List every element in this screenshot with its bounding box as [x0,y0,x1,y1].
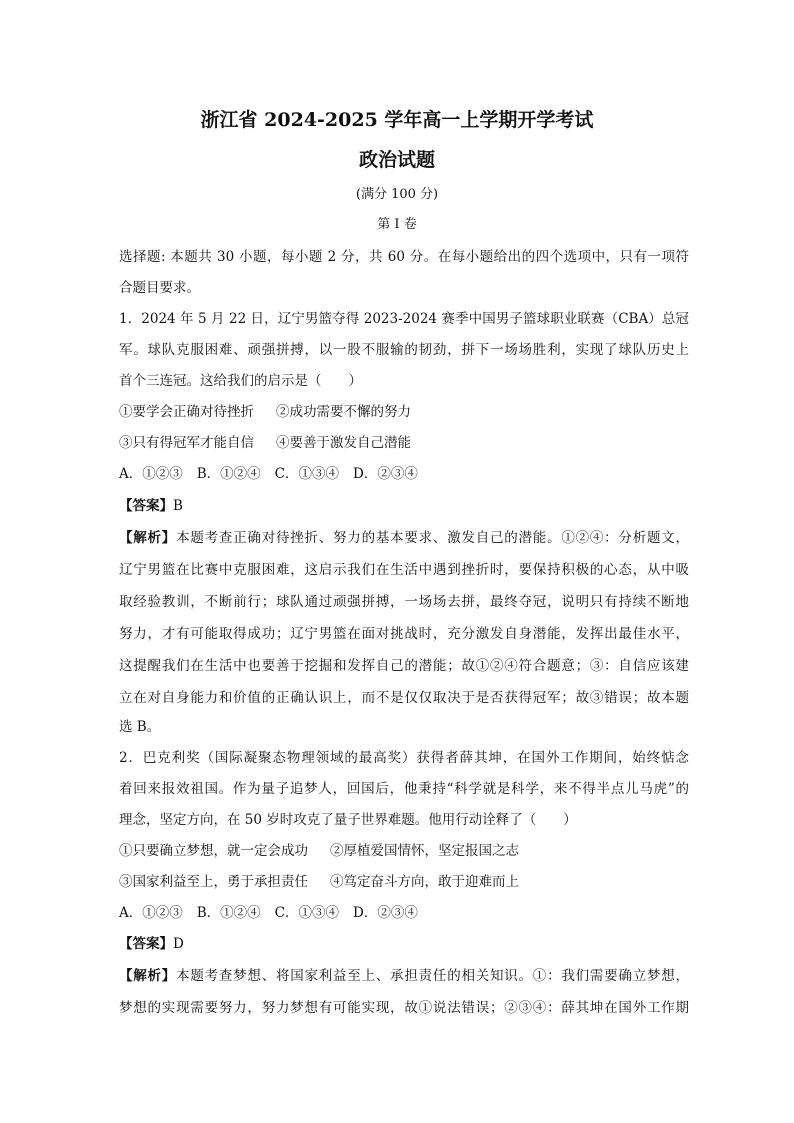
choice-c: C．①③④ [274,905,340,921]
exam-subtitle: 政治试题 [358,149,435,171]
answer-tag: 【答案】 [119,936,173,952]
analysis-line: 取经验教训，不断前行；球队通过顽强拼搏，一场场去拼，最终夺冠，说明只有持续不断地 [119,594,689,610]
answer-line [119,934,689,954]
choice-row [119,464,689,484]
answer-value: B [173,498,183,514]
option-item: ②成功需要不懈的努力 [276,404,411,420]
analysis-line: 辽宁男篮在比赛中克服困难，这启示我们在生活中遇到挫折时，要保持积极的心态，从中吸 [119,562,689,578]
analysis-tag: 【解析】 [119,530,177,546]
answer-line [119,496,689,516]
choice-b: B．①②④ [196,905,261,921]
analysis-line: 选 B。 [119,719,161,735]
analysis-line: 立在对自身能力和价值的正确认识上，而不是仅仅取决于是否获得冠军；故③错误；故本题 [119,690,689,706]
choice-d: D．②③④ [353,905,418,921]
option-item: ④笃定奋斗方向，敢于迎难而上 [330,874,519,890]
option-item: ④要善于激发自己潜能 [276,435,411,451]
choice-b: B．①②④ [196,466,261,482]
analysis-line: 【解析】本题考查梦想、将国家利益至上、承担责任的相关知识。①：我们需要确立梦想， [119,968,690,984]
option-item: ①要学会正确对待挫折 [119,404,254,420]
analysis-line: 努力，才有可能取得成功；辽宁男篮在面对挑战时，充分激发自身潜能，发挥出最佳水平， [119,626,689,642]
answer-tag: 【答案】 [119,498,173,514]
exam-title: 浙江省 2024-2025 学年高一上学期开学考试 [200,109,594,131]
score-note: (满分 100 分) [355,187,439,202]
option-item: ②厚植爱国情怀，坚定报国之志 [330,843,519,859]
option-row [119,433,689,453]
option-item: ③国家利益至上，勇于承担责任 [119,874,308,890]
analysis-line: 这提醒我们在生活中也要善于挖掘和发挥自己的潜能；故①②④符合题意；③：自信应该建 [119,658,689,674]
choice-row [119,903,689,923]
question-stem-line: 2．巴克利奖（国际凝聚态物理领域的最高奖）获得者薛其坤，在国外工作期间，始终惦念 [119,750,689,766]
question-stem-line: 理念，坚定方向，在 50 岁时攻克了量子世界难题。他用行动诠释了（ ） [119,812,577,828]
option-row [119,872,689,892]
question-stem-line: 军。球队克服困难、顽强拼搏，以一股不服输的韧劲，拼下一场场胜利，实现了球队历史上 [119,342,689,358]
choice-a: A．①②③ [119,905,183,921]
option-item: ③只有得冠军才能自信 [119,435,254,451]
option-row [119,402,689,422]
instructions-line: 选择题: 本题共 30 小题，每小题 2 分，共 60 分。在每小题给出的四个选项中，只有一项符 [119,249,689,265]
choice-c: C．①③④ [274,466,340,482]
question-stem-line: 1．2024 年 5 月 22 日，辽宁男篮夺得 2023-2024 赛季中国男子篮球职业联赛（CBA）总冠 [119,311,689,327]
question-stem-line: 首个三连冠。这给我们的启示是（ ） [119,373,362,389]
analysis-line: 梦想的实现需要努力，努力梦想有可能实现，故①说法错误；②③④：薛其坤在国外工作期 [119,1000,689,1016]
instructions-line: 合题目要求。 [119,280,200,296]
answer-value: D [173,936,184,952]
option-item: ①只要确立梦想，就一定会成功 [119,843,308,859]
volume-label: 第 I 卷 [377,217,417,232]
analysis-line: 【解析】本题考查正确对待挫折、努力的基本要求、激发自己的潜能。①②④：分析题文， [119,530,690,546]
question-stem-line: 着回来报效祖国。作为量子追梦人，回国后，他秉持“科学就是科学，来不得半点儿马虎”的 [119,781,689,797]
analysis-tag: 【解析】 [119,968,177,984]
option-row [119,841,689,861]
choice-a: A．①②③ [119,466,183,482]
choice-d: D．②③④ [353,466,418,482]
